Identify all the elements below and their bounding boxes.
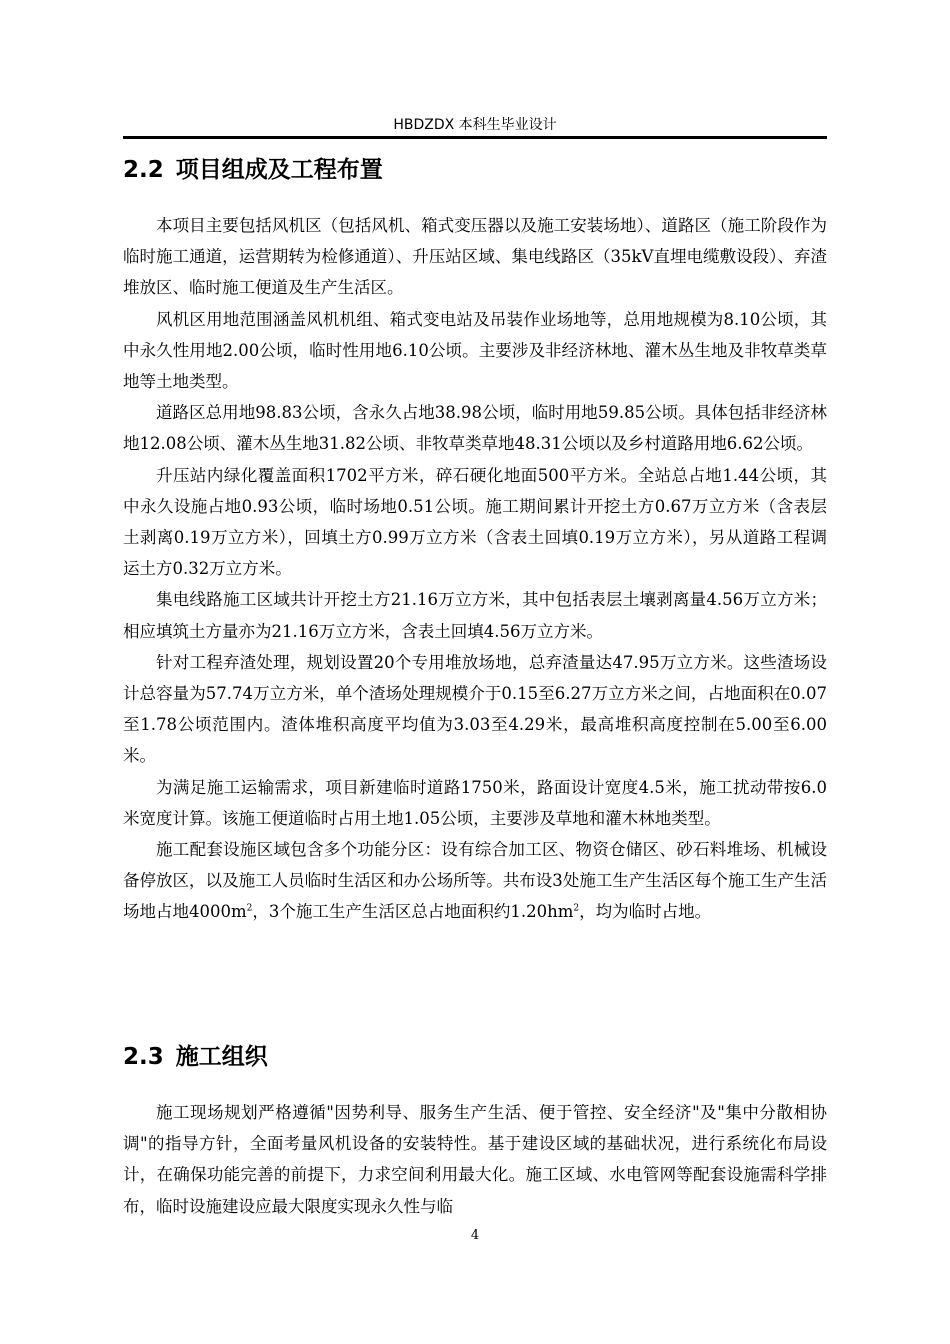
paragraph: 针对工程弃渣处理，规划设置20个专用堆放场地，总弃渣量达47.95万立方米。这些渣场设计总容量为57.74万立方米，单个渣场处理规模介于0.15至6.27万立方米之间，占地面积在0.07至1.78公顷范围内。渣体堆积高度平均值为3.03至4.29米，最高堆积高度控制在5.00至6.00米。 xyxy=(123,652,827,766)
section-title: 施工组织 xyxy=(175,1044,268,1070)
paragraph xyxy=(123,834,827,928)
paragraph: 升压站内绿化覆盖面积1702平方米，碎石硬化地面500平方米。全站总占地1.44公顷，其中永久设施占地0.93公顷，临时场地0.51公顷。施工期间累计开挖土方0.67万立方米（含表层土剥离0.19万立方米），回填土方0.99万立方米（含表土回填0.19万立方米），另从道路工程调运土方0.32万立方米。 xyxy=(123,465,827,579)
section-title: 项目组成及工程布置 xyxy=(175,157,383,183)
section-number: 2.3 xyxy=(123,1044,164,1070)
paragraph-text: ，均为临时占地。 xyxy=(579,902,712,922)
paragraph: 施工现场规划严格遵循"因势利导、服务生产生活、便于管控、安全经济"及"集中分散相协调"的指导方针，全面考量风机设备的安装特性。基于建设区域的基础状况，进行系统化布局设计，在确保功能完善的前提下，力求空间利用最大化。施工区域、水电管网等配套设施需科学排布，临时设施建设应最大限度实现永久性与临 xyxy=(123,1103,827,1216)
section-2-3-body xyxy=(123,1097,827,1222)
section-2-2-body xyxy=(123,210,827,928)
page-number: 4 xyxy=(470,1228,480,1243)
paragraph: 道路区总用地98.83公顷，含永久占地38.98公顷，临时用地59.85公顷。具体包括非经济林地12.08公顷、灌木丛生地31.82公顷、非牧草类草地48.31公顷以及乡村道路用地6.62公顷。 xyxy=(123,403,827,454)
paragraph: 本项目主要包括风机区（包括风机、箱式变压器以及施工安装场地）、道路区（施工阶段作为临时施工通道，运营期转为检修通道）、升压站区域、集电线路区（35kV直埋电缆敷设段）、弃渣堆放区、临时施工便道及生产生活区。 xyxy=(123,216,827,298)
paragraph: 风机区用地范围涵盖风机机组、箱式变电站及吊装作业场地等，总用地规模为8.10公顷，其中永久性用地2.00公顷，临时性用地6.10公顷。主要涉及非经济林地、灌木丛生地及非牧草类草地等土地类型。 xyxy=(123,309,827,392)
section-heading-2-3 xyxy=(123,1042,827,1072)
paragraph: 为满足施工运输需求，项目新建临时道路1750米，路面设计宽度4.5米，施工扰动带按6.0米宽度计算。该施工便道临时占用土地1.05公顷，主要涉及草地和灌木林地类型。 xyxy=(123,777,827,828)
superscript: 2 xyxy=(573,903,580,914)
section-number: 2.2 xyxy=(123,157,164,183)
running-header: HBDZDX 本科生毕业设计 xyxy=(393,117,557,133)
section-heading-2-2 xyxy=(123,155,827,185)
header-rule xyxy=(123,136,827,139)
paragraph-text: 施工配套设施区域包含多个功能分区：设有综合加工区、物资仓储区、砂石料堆场、机械设备停放区，以及施工人员临时生活区和办公场所等。共布设3处施工生产生活区每个施工生产生活场地占地4000m xyxy=(123,840,827,922)
paragraph: 集电线路施工区域共计开挖土方21.16万立方米，其中包括表层土壤剥离量4.56万立方米；相应填筑土方量亦为21.16万立方米，含表土回填4.56万立方米。 xyxy=(123,590,827,641)
paragraph-text: ，3个施工生产生活区总占地面积约1.20hm xyxy=(252,902,574,922)
superscript: 2 xyxy=(246,903,253,914)
